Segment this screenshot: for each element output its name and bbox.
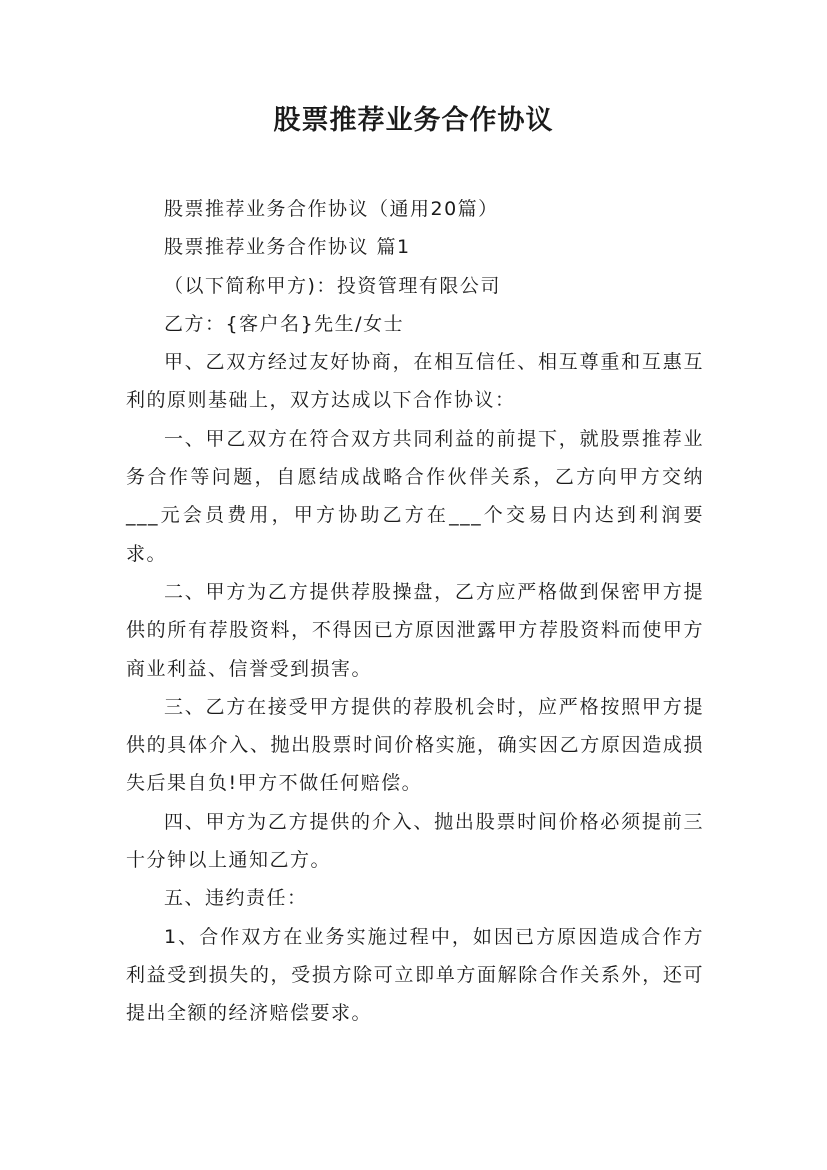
paragraph-clause-5-heading: 五、违约责任： (164, 887, 308, 910)
paragraph-clause-1: 一、甲乙双方在符合双方共同利益的前提下，就股票推荐业务合作等问题，自愿结成战略合作伙伴关系，乙方向甲方交纳___元会员费用，甲方协助乙方在___个交易日内达到利润要求。 (126, 427, 704, 565)
paragraph-clause-3: 三、乙方在接受甲方提供的荐股机会时，应严格按照甲方提供的具体介入、抛出股票时间价格实施，确实因乙方原因造成损失后果自负!甲方不做任何赔偿。 (126, 695, 704, 795)
paragraph-subtitle: 股票推荐业务合作协议（通用20篇） (164, 198, 499, 220)
paragraph-preamble: 甲、乙双方经过友好协商，在相互信任、相互尊重和互惠互利的原则基础上，双方达成以下合作协议： (126, 351, 704, 412)
document-body (126, 190, 704, 1033)
paragraph-clause-2: 二、甲方为乙方提供荐股操盘，乙方应严格做到保密甲方提供的所有荐股资料，不得因已方原因泄露甲方荐股资料而使甲方商业利益、信誉受到损害。 (126, 580, 704, 680)
document-title: 股票推荐业务合作协议 (273, 105, 554, 136)
paragraph-section-heading: 股票推荐业务合作协议 篇1 (164, 236, 411, 259)
paragraph-clause-4: 四、甲方为乙方提供的介入、抛出股票时间价格必须提前三十分钟以上通知乙方。 (126, 810, 704, 872)
paragraph-party-b: 乙方：{客户名}先生/女士 (164, 312, 405, 335)
paragraph-party-a: （以下简称甲方)：投资管理有限公司 (164, 274, 501, 297)
paragraph-clause-5-item-1: 1、合作双方在业务实施过程中，如因已方原因造成合作方利益受到损失的，受损方除可立即单方面解除合作关系外，还可提出全额的经济赔偿要求。 (126, 925, 704, 1025)
